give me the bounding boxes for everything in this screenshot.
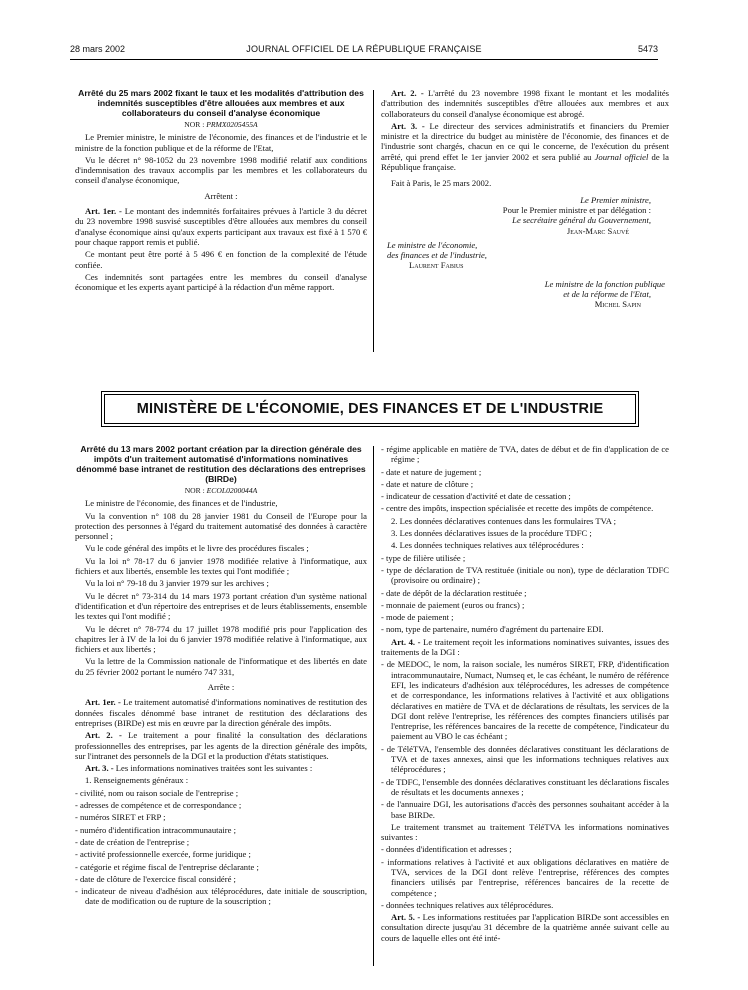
list-item: - numéros SIRET et FRP ; (75, 812, 166, 823)
list-item: - adresses de compétence et de correspondance ; (75, 800, 242, 811)
list-item: - civilité, nom ou raison sociale de l'entreprise ; (75, 787, 239, 798)
arrete2-left-column (75, 444, 367, 909)
arrete1-nor: NOR : PRMX0205455A (184, 120, 258, 129)
list-item: - indicateur de niveau d'adhésion aux téléprocédures, date initiale de souscription, date de modification ou de rupture de la souscription ; (75, 886, 367, 907)
arrete2-arrete: Arrête : (207, 682, 235, 693)
arrete2-vu: Vu le décret n° 73-314 du 14 mars 1973 portant création d'un système national d'identification et d'un répertoire des entreprises et de leurs établissements, ensemble les textes qui l'ont modifié ; (75, 590, 367, 622)
arrete2-renseignements-list (75, 788, 367, 907)
column-divider-bottom (373, 446, 374, 966)
arrete2-vu: Vu la convention n° 108 du 28 janvier 1981 du Conseil de l'Europe pour la protection des personnes à l'égard du traitement automatisé des données à caractère personnel ; (75, 510, 367, 542)
list-item: - régime applicable en matière de TVA, dates de début et de fin d'application de ce régime ; (381, 444, 669, 465)
arrete2-teletva: Le traitement transmet au traitement TéléTVA les informations nominatives suivantes : (381, 821, 669, 843)
arrete2-vu: Vu la loi n° 79-18 du 3 janvier 1979 sur les archives ; (85, 578, 269, 589)
arrete2-art5: Art. 5. - Les informations restituées par l'application BIRDe sont accessibles en consultation directe jusqu'au 31 décembre de la quatrième année suivant celle au cours de laquelle elles ont été inté- (381, 912, 669, 943)
list-item: - centre des impôts, inspection spécialisée et recette des impôts de compétence. (381, 503, 654, 514)
list-item: - de l'annuaire DGI, les autorisations d'accès des personnes souhaitant accéder à la base BIRDe. (381, 799, 669, 820)
list-item: - type de déclaration de TVA restituée (initiale ou non), type de déclaration TDFC (provisoire ou ordinaire) ; (381, 564, 669, 586)
arrete2-art2: Art. 2. - Le traitement a pour finalité la consultation des déclarations professionnelles des entreprises, par les agents de la direction générale des impôts, sur l'intranet des personnels de la DGI et la production d'états statistiques. (75, 730, 367, 761)
list-item: - date et nature de jugement ; (381, 466, 482, 477)
arrete1-art1: Art. 1er. - Le montant des indemnités forfaitaires prévues à l'article 3 du décret du 23 novembre 1998 susvisé susceptibles d'être allouées aux membres du conseil d'analyse économique ainsi qu'aux experts participant aux travaux est fixé à 1 570 € pour chaque rapport remis et publié. (75, 206, 367, 247)
arrete1-p4: Ces indemnités sont partagées entre les membres du conseil d'analyse économique et les experts ayant participé à la rédaction d'un même rapport. (75, 271, 367, 293)
arrete2-title: Arrêté du 13 mars 2002 portant création par la direction générale des impôts d'un traitement automatisé d'informations nominatives dénommé base intranet de restitution des déclarations des entreprises (BIRDe) (76, 444, 366, 484)
header-page-number: 5473 (637, 44, 658, 54)
list-item: - activité professionnelle exercée, forme juridique ; (75, 849, 251, 860)
arrete1-preamble: Le Premier ministre, le ministre de l'économie, des finances et de l'industrie et le ministre de la fonction publique et de la réforme de l'Etat, (75, 132, 367, 153)
arrete2-item-3: 3. Les données déclaratives issues de la procédure TDFC ; (391, 528, 592, 539)
list-item: - type de filière utilisée ; (381, 552, 466, 563)
list-item: - données d'identification et adresses ; (381, 844, 512, 855)
list-item: - de MEDOC, le nom, la raison sociale, les numéros SIRET, FRP, d'identification intracommunautaire, Numact, Numseq et, le cas échéant, le numéro de référence EFI, les indicateurs d'adhésion aux téléprocédures, les adresses de compétence et de correspondance, les informations relatives à l'activité et aux obligations déclaratives en matière de TVA et de déclarations de résultats, les services de la DGI dont relève l'entreprise, les références des comptes financiers utilisés par l'entreprise, les références bancaires de la recette de compétence, l'indicateur du paiement au VBO le cas échéant ; (381, 659, 669, 742)
arrete2-item-2: 2. Les données déclaratives contenues dans les formulaires TVA ; (391, 515, 616, 526)
arrete1-left-column (75, 88, 367, 294)
list-item: - monnaie de paiement (euros ou francs) ; (381, 599, 525, 610)
arrete2-vu: Vu le décret n° 78-774 du 17 juillet 1978 modifié pris pour l'application des chapitres Ier à IV de la loi du 6 janvier 1978 modifiée relative à l'informatique, aux fichiers et aux libertés ; (75, 623, 367, 655)
list-item: - de TDFC, l'ensemble des données déclaratives constituant les déclarations fiscales de résultats et les documents annexes ; (381, 776, 669, 797)
arrete1-arretent: Arrêtent : (204, 190, 238, 201)
list-item: - mode de paiement ; (381, 612, 454, 623)
arrete2-vu: Vu la lettre de la Commission nationale de l'informatique et des libertés en date du 25 février 2002 portant le numéro 747 331, (75, 656, 367, 677)
arrete1-art3: Art. 3. - Le directeur des services administratifs et financiers du Premier ministre et la directrice du budget au ministère de l'économie, des finances et de l'industrie sont chargés, chacun en ce qui le concerne, de l'exécution du présent arrêté, qui prend effet le 1er janvier 2002 et sera publié au Journal officiel de la République française. (381, 120, 669, 173)
page-header (70, 44, 658, 58)
arrete1-right-column (381, 88, 669, 310)
arrete1-p3: Ce montant peut être porté à 5 496 € en fonction de la complexité de l'étude confiée. (75, 249, 367, 270)
arrete1-title: Arrêté du 25 mars 2002 fixant le taux et les modalités d'attribution des indemnités susceptibles d'être allouées aux membres et aux collaborateurs du conseil d'analyse économique (78, 88, 364, 118)
signature-ministre-fonction-publique: Le ministre de la fonction publique et de la réforme de l'Etat, Michel Sapin (544, 278, 665, 310)
arrete1-vu: Vu le décret n° 98-1052 du 23 novembre 1998 modifié relatif aux conditions d'indemnisation des travaux accomplis par les membres et les collaborateurs du conseil d'analyse économique, (75, 154, 367, 186)
list-item: - numéro d'identification intracommunautaire ; (75, 824, 236, 835)
signature-premier-ministre: Le Premier ministre, Pour le Premier ministre et par délégation : Le secrétaire général du Gouvernement, Jean-Marc Sauvé (502, 194, 651, 236)
column-divider-top (373, 90, 374, 352)
arrete1-art2: Art. 2. - L'arrêté du 23 novembre 1998 fixant le montant et les modalités d'attribution des indemnités susceptibles d'être allouées aux membres et aux collaborateurs du conseil d'analyse économique est abrogé. (381, 88, 670, 119)
arrete2-vu: Vu le code général des impôts et le livre des procédures fiscales ; (85, 543, 309, 554)
arrete2-right-column (381, 444, 669, 945)
list-item: - de TéléTVA, l'ensemble des données déclaratives constituant les déclarations de TVA et de taxes annexes, ainsi que les informations techniques relatives aux téléprocédures ; (381, 743, 669, 775)
arrete2-art4: Art. 4. - Le traitement reçoit les informations nominatives suivantes, issues des traitements de la DGI : (381, 636, 670, 658)
arrete1-fait: Fait à Paris, le 25 mars 2002. (391, 178, 492, 189)
arrete2-item-4: 4. Les données techniques relatives aux téléprocédures : (391, 540, 584, 551)
list-item: - date et nature de clôture ; (381, 478, 474, 489)
arrete2-intro: Le ministre de l'économie, des finances et de l'industrie, (85, 498, 278, 509)
header-date: 28 mars 2002 (70, 44, 126, 54)
header-rule (70, 59, 658, 60)
arrete2-nor: NOR : ECOL0200044A (184, 486, 258, 495)
arrete2-art1: Art. 1er. - Le traitement automatisé d'informations nominatives de restitution des données fiscales dénommé base intranet de restitution des déclarations des entreprises (BIRDe) est mis en œuvre par la direction générale des impôts. (75, 697, 367, 728)
list-item: - indicateur de cessation d'activité et date de cessation ; (381, 491, 571, 502)
list-item: - nom, type de partenaire, numéro d'agrément du partenaire EDI. (381, 624, 604, 635)
list-item: - informations relatives à l'activité et aux obligations déclaratives en matière de TVA, services de la DGI dont relève l'entreprise, références des comptes financiers utilisés par l'entreprise, références bancaires de la recette de compétence ; (381, 856, 669, 898)
arrete2-renseignements: 1. Renseignements généraux : (85, 775, 189, 786)
header-journal-title: JOURNAL OFFICIEL DE LA RÉPUBLIQUE FRANÇAISE (246, 44, 482, 54)
signature-ministre-economie: Le ministre de l'économie, des finances et de l'industrie, Laurent Fabius (387, 239, 487, 271)
list-item: - catégorie et régime fiscal de l'entreprise déclarante ; (75, 861, 259, 872)
list-item: - date de dépôt de la déclaration restituée ; (381, 587, 527, 598)
ministry-banner: MINISTÈRE DE L'ÉCONOMIE, DES FINANCES ET DE L'INDUSTRIE (104, 394, 636, 424)
arrete2-vu: Vu la loi n° 78-17 du 6 janvier 1978 modifiée relative à l'informatique, aux fichiers et aux libertés, ensemble les textes qui l'ont modifiée ; (75, 555, 367, 577)
list-item: - données techniques relatives aux téléprocédures. (381, 899, 554, 910)
list-item: - date de création de l'entreprise ; (75, 836, 190, 847)
list-item: - date de clôture de l'exercice fiscal considéré ; (75, 873, 236, 884)
arrete2-art3: Art. 3. - Les informations nominatives traitées sont les suivantes : (85, 763, 313, 774)
